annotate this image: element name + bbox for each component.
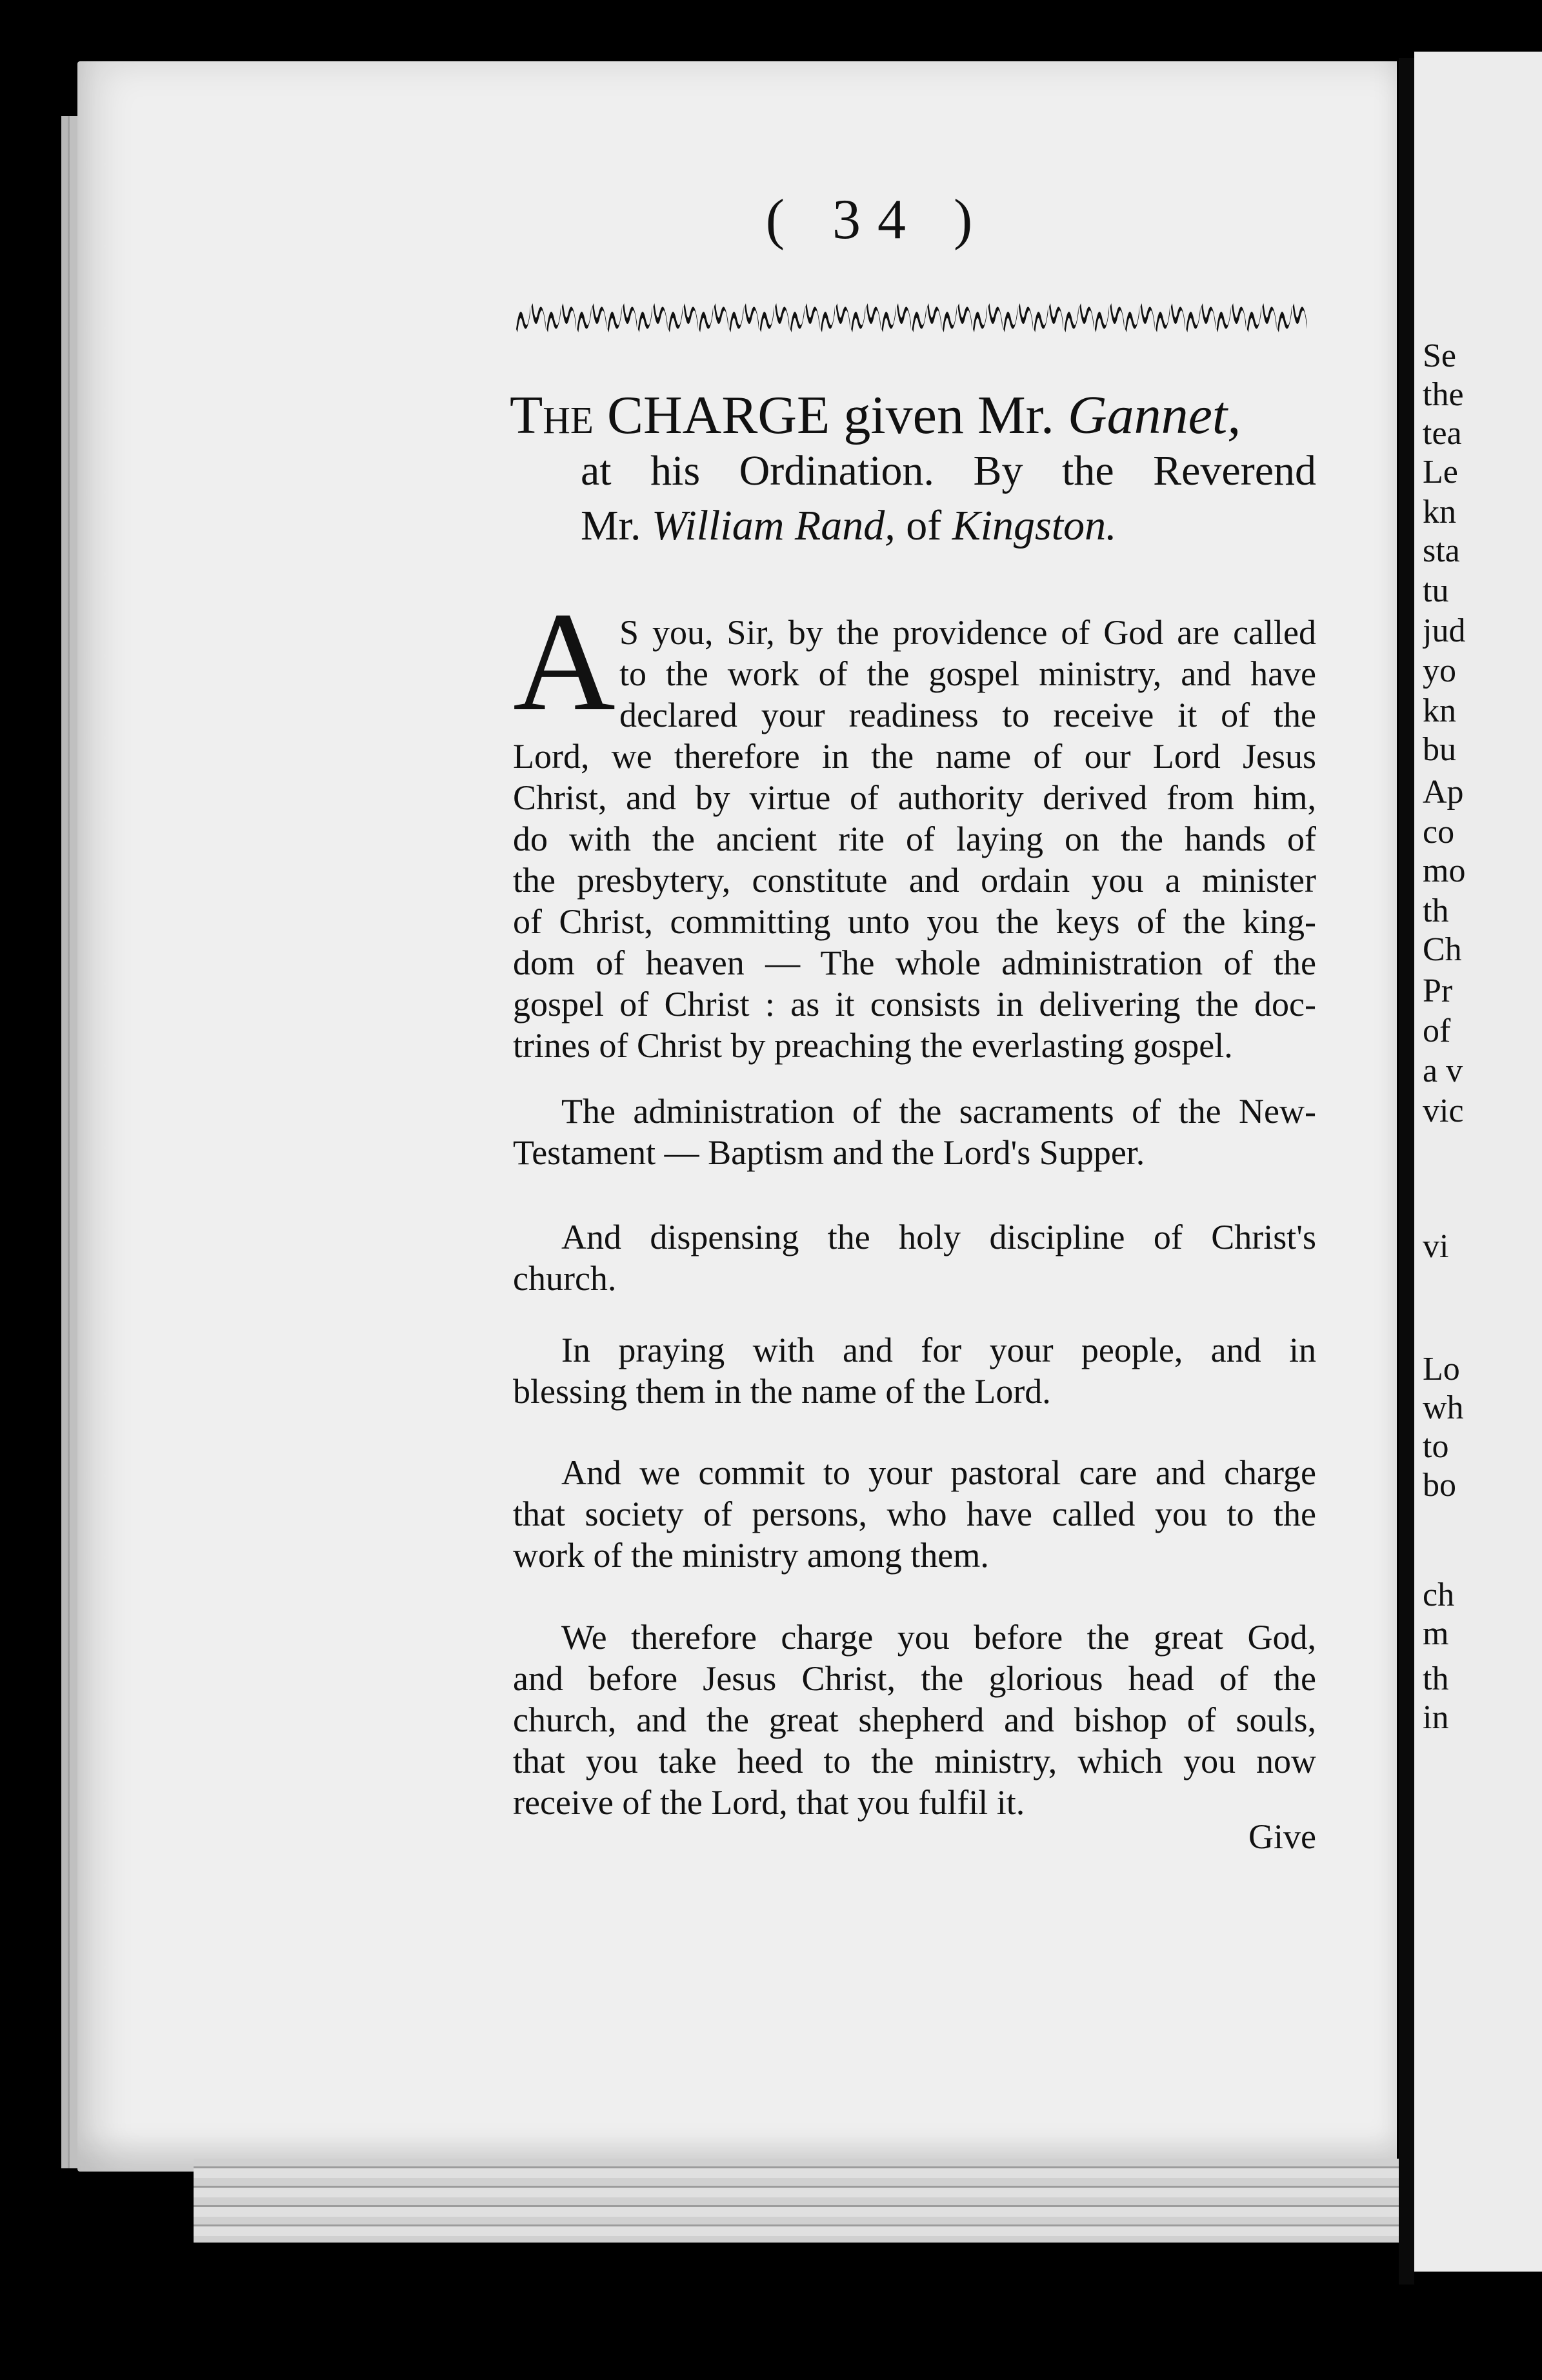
facing-text-fragment: vic [1423,1093,1464,1129]
facing-text-fragment: Se [1423,338,1456,374]
facing-text-fragment: th [1423,892,1449,929]
facing-text-fragment: yo [1423,652,1456,689]
title-the: The [510,385,594,445]
ornament-flourish [1232,303,1246,329]
page-edge-bottom [194,2159,1413,2243]
text-line: receive of the Lord, that you fulfil it. [513,1783,1025,1822]
drop-cap: A [513,583,616,740]
text-line: of Christ, committing unto you the keys of the king- [513,902,1316,941]
title-line-3 [581,500,1316,552]
text-line: Testament — Baptism and the Lord's Supper. [513,1133,1145,1172]
title-mr-2: Mr. [581,502,641,549]
ornament-flourish [684,303,698,329]
page-number: ( 34 ) [765,188,990,251]
ornament-flourish [1156,307,1170,332]
ornament-flourish [775,303,789,329]
facing-text-fragment: m [1423,1615,1449,1652]
ornament-flourish [714,303,728,329]
ornament-flourish [1034,307,1048,332]
facing-text-fragment: bu [1423,731,1456,768]
facing-text-fragment: kn [1423,692,1456,729]
ornament-flourish [516,307,530,332]
facing-text-fragment: Ch [1423,931,1462,968]
ornament-flourish [729,307,743,332]
title-of: of [906,502,942,549]
title-mr: Mr. [977,385,1054,445]
text-line: In praying with and for your people, and in [561,1331,1316,1369]
facing-text-fragment: kn [1423,494,1456,530]
ornament-flourish [1262,303,1276,329]
ornament-flourish [943,307,957,332]
text-line: And we commit to your pastoral care and charge [561,1453,1316,1492]
ornament-flourish [957,303,972,329]
ornament-flourish [592,303,606,329]
ornament-flourish [1125,307,1139,332]
ornament-flourish [1201,303,1216,329]
title-charge: CHARGE [606,385,830,445]
facing-text-fragment: of [1423,1013,1451,1049]
ornament-flourish [790,307,805,332]
text-line: church, and the great shepherd and bishop of souls, [513,1700,1316,1739]
text-line: to the work of the gospel ministry, and have [619,654,1316,693]
text-line: trines of Christ by preaching the everlasting gospel. [513,1026,1233,1065]
ornament-flourish [1293,303,1307,329]
facing-text-fragment: mo [1423,852,1466,889]
text-line: S you, Sir, by the providence of God are called [619,613,1316,652]
text-line: blessing them in the name of the Lord. [513,1372,1051,1411]
facing-text-fragment: th [1423,1660,1449,1697]
ornament-flourish [927,303,941,329]
catchword: Give [1248,1817,1316,1856]
text-line: do with the ancient rite of laying on the hands of [513,820,1316,858]
place-name: Kingston. [952,502,1117,549]
facing-text-fragment: to [1423,1428,1449,1465]
facing-text-fragment: wh [1423,1389,1464,1426]
text-line: dom of heaven — The whole administration of the [513,943,1316,982]
ornament-flourish [836,303,850,329]
ornament-flourish [1141,303,1155,329]
ornament-flourish [1247,307,1261,332]
ornament-band [510,294,1313,341]
text-line: work of the ministry among them. [513,1536,989,1575]
facing-text-fragment: Pr [1423,973,1453,1009]
facing-text-fragment: Ap [1423,774,1464,811]
title-given: given [843,385,964,445]
facing-text-fragment: co [1423,814,1455,851]
text-line: and before Jesus Christ, the glorious head of the [513,1659,1316,1698]
ornament-flourish [1049,303,1063,329]
ornament-flourish [1186,307,1200,332]
text-line: The administration of the sacraments of the New- [561,1092,1316,1131]
author-name: William Rand, [652,502,896,549]
ornament-flourish [532,303,546,329]
ornament-flourish [546,307,561,332]
ornament-flourish [1095,307,1109,332]
book-gutter [1399,58,1414,2284]
facing-text-fragment: ch [1423,1577,1455,1613]
facing-text-fragment: a v [1423,1053,1463,1089]
text-line: that you take heed to the ministry, which you now [513,1742,1316,1780]
facing-text-fragment: tu [1423,572,1449,609]
ornament-flourish [988,303,1003,329]
ornament-flourish [1110,303,1124,329]
ornament-flourish [623,303,637,329]
ornament-flourish [821,307,835,332]
ornament-flourish [805,303,819,329]
text-line: declared your readiness to receive it of the [619,696,1316,734]
text-line: that society of persons, who have called you to the [513,1495,1316,1533]
ornament-flourish [760,307,774,332]
ornament-flourish [897,303,911,329]
ornament-flourish [562,303,576,329]
facing-text-fragment: in [1423,1699,1449,1736]
ornament-flourish [973,307,987,332]
ornament-flourish [1277,307,1292,332]
facing-text-fragment: jud [1423,612,1466,649]
ornament-flourish [577,307,591,332]
ornament-flourish [912,307,926,332]
ornament-flourish [1217,307,1231,332]
text-line: gospel of Christ : as it consists in delivering the doc- [513,985,1316,1024]
facing-text-fragment: Lo [1423,1351,1460,1387]
title-line-1 [510,381,1316,450]
ornament-flourish [866,303,881,329]
ornament-flourish [638,307,652,332]
ornament-flourish [653,303,667,329]
ornament-flourish [699,307,713,332]
ornament-flourish [1065,307,1079,332]
title-line-2: at his Ordination. By the Reverend [581,447,1316,494]
ornament-flourish [745,303,759,329]
text-line: church. [513,1259,617,1298]
facing-text-fragment: vi [1423,1228,1449,1265]
ornament-flourish [1019,303,1033,329]
ornament-flourish [1171,303,1185,329]
text-line: Christ, and by virtue of authority derived from him, [513,778,1316,817]
facing-text-fragment: sta [1423,532,1460,569]
text-line: the presbytery, constitute and ordain you a minister [513,861,1316,900]
facing-text-fragment: Le [1423,454,1458,490]
ornament-flourish [608,307,622,332]
ornament-flourish [668,307,683,332]
facing-text-fragment: the [1423,376,1464,413]
text-line: Lord, we therefore in the name of our Lord Jesus [513,737,1316,776]
ornament-flourish [1003,307,1017,332]
ornament-flourish [881,307,896,332]
title-name: Gannet, [1067,385,1241,445]
text-line: And dispensing the holy discipline of Christ's [561,1218,1316,1256]
facing-text-fragment: tea [1423,415,1462,452]
facing-text-fragment: bo [1423,1467,1456,1504]
ornament-flourish [1079,303,1094,329]
text-line: We therefore charge you before the great God, [561,1618,1316,1657]
ornament-flourish [851,307,865,332]
